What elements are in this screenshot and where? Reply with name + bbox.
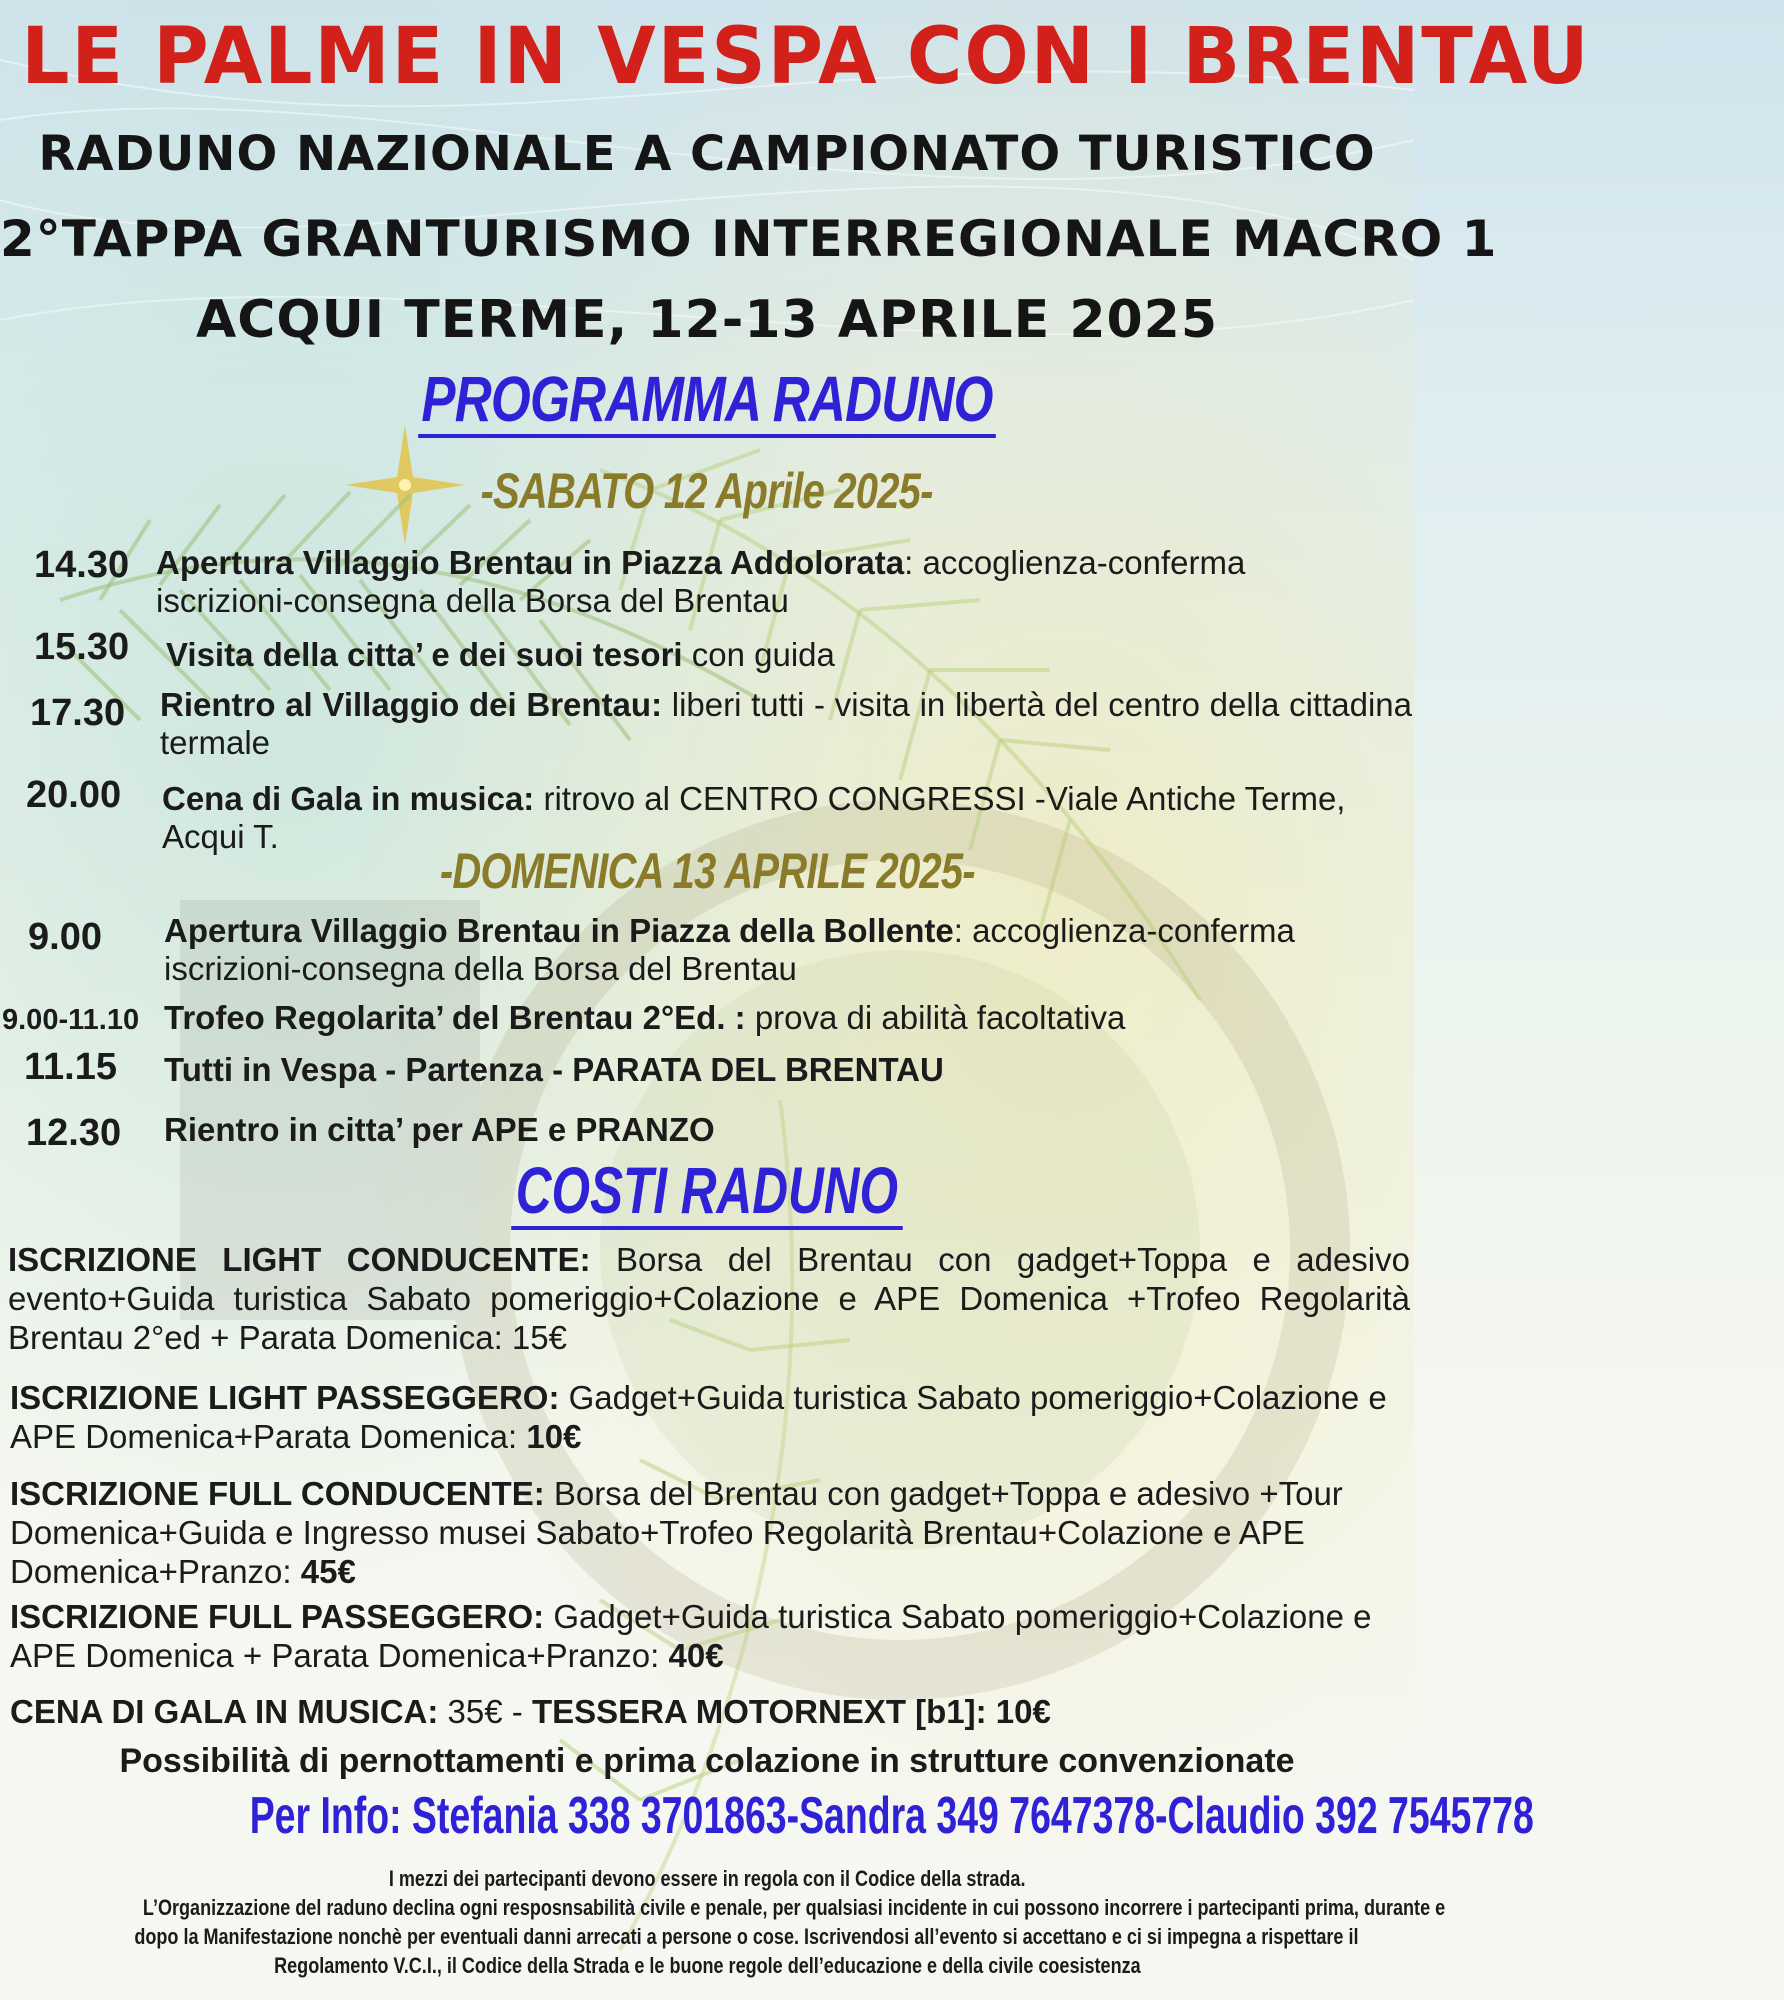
schedule-time: 12.30	[26, 1112, 122, 1154]
saturday-heading: -SABATO 12 Aprile 2025-	[480, 463, 934, 519]
legal-line: Regolamento V.C.I., il Codice della Strada e le buone regole dell’educazione e della civile coesistenza	[273, 1953, 1141, 1978]
schedule-item: Trofeo Regolarita’ del Brentau 2°Ed. : prova di abilità facoltativa	[164, 999, 1126, 1036]
schedule-item: Cena di Gala in musica: ritrovo al CENTRO CONGRESSI -Viale Antiche Terme, Acqui T.	[162, 780, 1346, 855]
schedule-time: 14.30	[34, 544, 130, 586]
contact-info: Per Info: Stefania 338 3701863-Sandra 349 7647378-Claudio 392 7545778	[249, 1787, 1534, 1845]
schedule-time: 15.30	[34, 626, 130, 668]
legal-line: L’Organizzazione del raduno declina ogni resposnsabilità civile e penale, per qualsiasi incidente in cui possono incorrere i partecipanti prima, durante e	[142, 1895, 1446, 1920]
schedule-time: 20.00	[26, 774, 122, 816]
schedule-time: 9.00-11.10	[2, 1004, 140, 1036]
schedule-time: 11.15	[24, 1046, 117, 1088]
sunday-heading: -DOMENICA 13 APRILE 2025-	[439, 843, 975, 899]
schedule-item: Visita della citta’ e dei suoi tesori con guida	[166, 636, 835, 673]
legal-line: I mezzi dei partecipanti devono essere in regola con il Codice della strada.	[388, 1866, 1026, 1891]
cost-item: ISCRIZIONE LIGHT PASSEGGERO: Gadget+Guida turistica Sabato pomeriggio+Colazione e APE Domenica+Parata Domenica: 10€	[10, 1379, 1387, 1455]
legal-line: dopo la Manifestazione nonchè per eventuali danni arrecati a persone o cose. Iscrivendosi all’evento si accettano e ci si impegna a rispettare il	[134, 1924, 1359, 1949]
program-heading: PROGRAMMA RADUNO	[0, 362, 1414, 438]
event-place-date: ACQUI TERME, 12-13 APRILE 2025	[195, 290, 1219, 350]
schedule-item: Rientro in citta’ per APE e PRANZO	[164, 1111, 715, 1148]
schedule-item: Rientro al Villaggio dei Brentau: liberi tutti - visita in libertà del centro della cittadina termale	[160, 686, 1412, 761]
gala-cost: CENA DI GALA IN MUSICA: 35€ - TESSERA MOTORNEXT [b1]: 10€	[10, 1693, 1051, 1730]
schedule-item: Apertura Villaggio Brentau in Piazza della Bollente: accoglienza-conferma iscrizioni-consegna della Borsa del Brentau	[164, 912, 1295, 987]
cost-item: ISCRIZIONE FULL PASSEGGERO: Gadget+Guida turistica Sabato pomeriggio+Colazione e APE Domenica + Parata Domenica+Pranzo: 40€	[10, 1598, 1372, 1674]
accommodation-note: Possibilità di pernottamenti e prima colazione in strutture convenzionate	[119, 1742, 1295, 1780]
schedule-time: 9.00	[28, 916, 102, 958]
schedule-time: 17.30	[30, 692, 126, 734]
event-stage: 2°TAPPA GRANTURISMO INTERREGIONALE MACRO 1	[0, 210, 1498, 268]
cost-item: ISCRIZIONE LIGHT CONDUCENTE: Borsa del Brentau con gadget+Toppa e adesivo evento+Guida turistica Sabato pomeriggio+Colazione e APE Domenica +Trofeo Regolarità Brentau 2°ed + Parata Domenica: 15€	[8, 1241, 1410, 1356]
event-subtitle: RADUNO NAZIONALE A CAMPIONATO TURISTICO	[38, 126, 1376, 182]
event-title: LE PALME IN VESPA CON I BRENTAU	[21, 12, 1591, 102]
costs-heading: COSTI RADUNO	[0, 1152, 1414, 1230]
schedule-item: Apertura Villaggio Brentau in Piazza Addolorata: accoglienza-conferma iscrizioni-consegna della Borsa del Brentau	[156, 544, 1246, 619]
cost-item: ISCRIZIONE FULL CONDUCENTE: Borsa del Brentau con gadget+Toppa e adesivo +Tour Domenica+Guida e Ingresso musei Sabato+Trofeo Regolarità Brentau+Colazione e APE Domenica+Pranzo: 45€	[10, 1475, 1343, 1590]
schedule-item: Tutti in Vespa - Partenza - PARATA DEL BRENTAU	[164, 1051, 944, 1088]
